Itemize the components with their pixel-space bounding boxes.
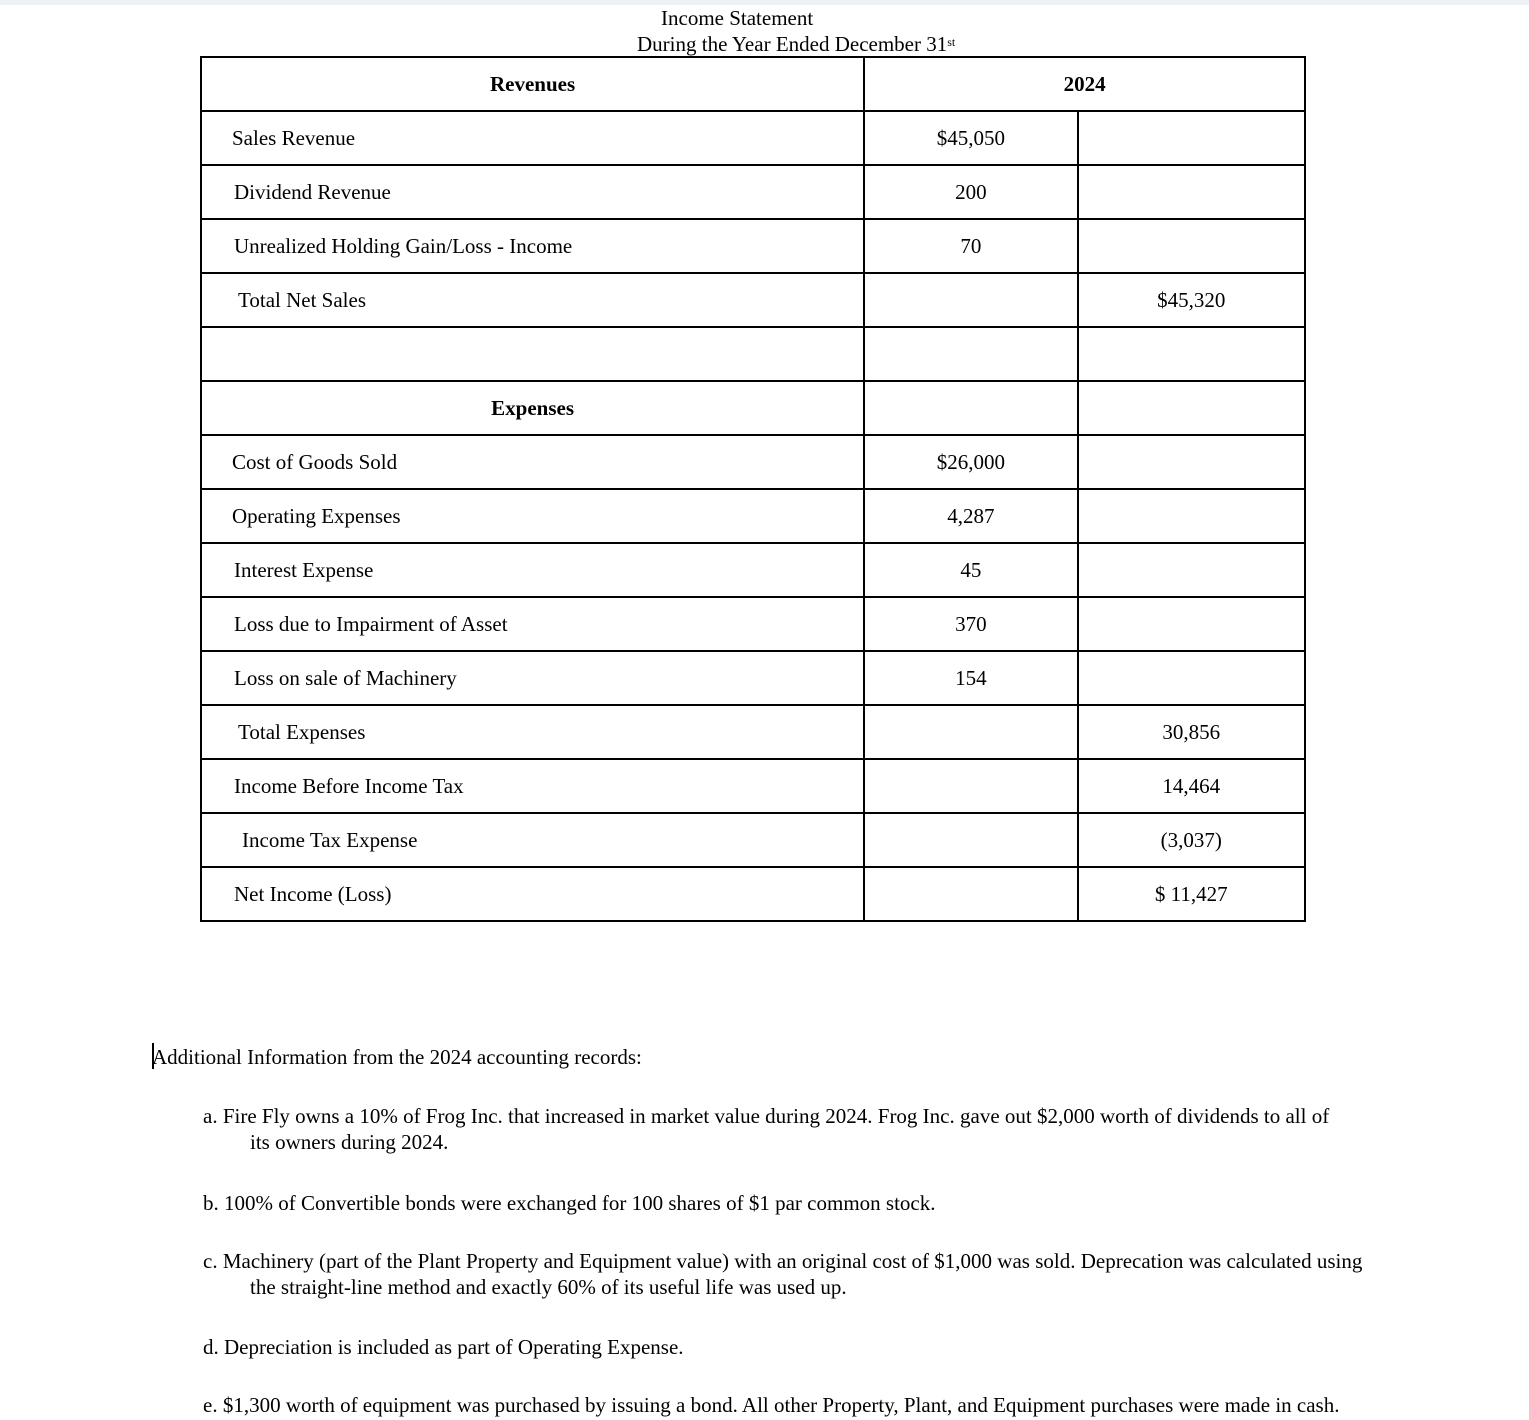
row-label: Total Expenses [201,705,864,759]
row-amount [864,273,1077,327]
table-row [201,597,1305,651]
note-a-line1: a. Fire Fly owns a 10% of Frog Inc. that increased in market value during 2024. Frog Inc. gave out $2,000 worth of dividends to all of [203,1104,1330,1128]
row-amount: 200 [864,165,1077,219]
row-total: $ 11,427 [1078,867,1305,921]
note-d-line1: d. Depreciation is included as part of Operating Expense. [203,1335,684,1359]
row-label: Net Income (Loss) [201,867,864,921]
row-amount [864,759,1077,813]
empty-cell [1078,327,1305,381]
row-label: Loss due to Impairment of Asset [201,597,864,651]
row-total [1078,435,1305,489]
additional-info-heading [152,1043,642,1070]
row-amount: 154 [864,651,1077,705]
statement-subtitle [637,31,955,57]
table-row [201,705,1305,759]
note-c [203,1248,1403,1300]
table-row [201,813,1305,867]
note-e [203,1392,1403,1418]
row-amount: 45 [864,543,1077,597]
row-label: Income Tax Expense [201,813,864,867]
row-label: Sales Revenue [201,111,864,165]
table-row [201,111,1305,165]
row-label: Loss on sale of Machinery [201,651,864,705]
row-amount: $26,000 [864,435,1077,489]
row-amount: 370 [864,597,1077,651]
table-row [201,867,1305,921]
empty-cell [864,381,1077,435]
note-d [203,1334,1403,1360]
expenses-heading-row [201,381,1305,435]
note-e-line1: e. $1,300 worth of equipment was purchased by issuing a bond. All other Property, Plant, and Equipment purchases were made in cash. [203,1393,1340,1417]
row-amount [864,867,1077,921]
row-amount [864,705,1077,759]
table-header-row [201,57,1305,111]
row-total: $45,320 [1078,273,1305,327]
row-label: Operating Expenses [201,489,864,543]
row-total [1078,489,1305,543]
row-total [1078,651,1305,705]
note-c-line2: the straight-line method and exactly 60% of its useful life was used up. [250,1275,847,1299]
additional-info-text: Additional Information from the 2024 accounting records: [152,1045,642,1069]
row-label: Cost of Goods Sold [201,435,864,489]
row-label: Interest Expense [201,543,864,597]
row-total [1078,165,1305,219]
row-total: 14,464 [1078,759,1305,813]
row-amount: 70 [864,219,1077,273]
table-row [201,165,1305,219]
row-total [1078,111,1305,165]
row-total [1078,543,1305,597]
table-row [201,489,1305,543]
empty-cell [1078,381,1305,435]
note-b [203,1190,1403,1216]
table-row [201,759,1305,813]
table-row [201,651,1305,705]
year-heading: 2024 [864,57,1305,111]
table-row [201,543,1305,597]
note-a-line2: its owners during 2024. [250,1130,449,1154]
row-total: 30,856 [1078,705,1305,759]
note-a [203,1103,1403,1155]
note-b-line1: b. 100% of Convertible bonds were exchanged for 100 shares of $1 par common stock. [203,1191,936,1215]
row-total: (3,037) [1078,813,1305,867]
row-label: Unrealized Holding Gain/Loss - Income [201,219,864,273]
empty-row [201,327,1305,381]
subtitle-suffix: st [947,35,956,49]
expenses-heading: Expenses [201,381,864,435]
row-label: Total Net Sales [201,273,864,327]
row-amount [864,813,1077,867]
empty-cell [864,327,1077,381]
row-total [1078,597,1305,651]
row-label: Dividend Revenue [201,165,864,219]
table-row [201,219,1305,273]
table-row [201,273,1305,327]
empty-cell [201,327,864,381]
income-statement-table [200,56,1306,922]
statement-title: Income Statement [661,6,814,30]
revenues-heading: Revenues [201,57,864,111]
subtitle-text: During the Year Ended December 31 [637,32,948,56]
table-row [201,435,1305,489]
row-total [1078,219,1305,273]
note-c-line1: c. Machinery (part of the Plant Property and Equipment value) with an original cost of $1,000 was sold. Deprecation was calculated using [203,1249,1363,1273]
row-amount: 4,287 [864,489,1077,543]
row-amount: $45,050 [864,111,1077,165]
row-label: Income Before Income Tax [201,759,864,813]
